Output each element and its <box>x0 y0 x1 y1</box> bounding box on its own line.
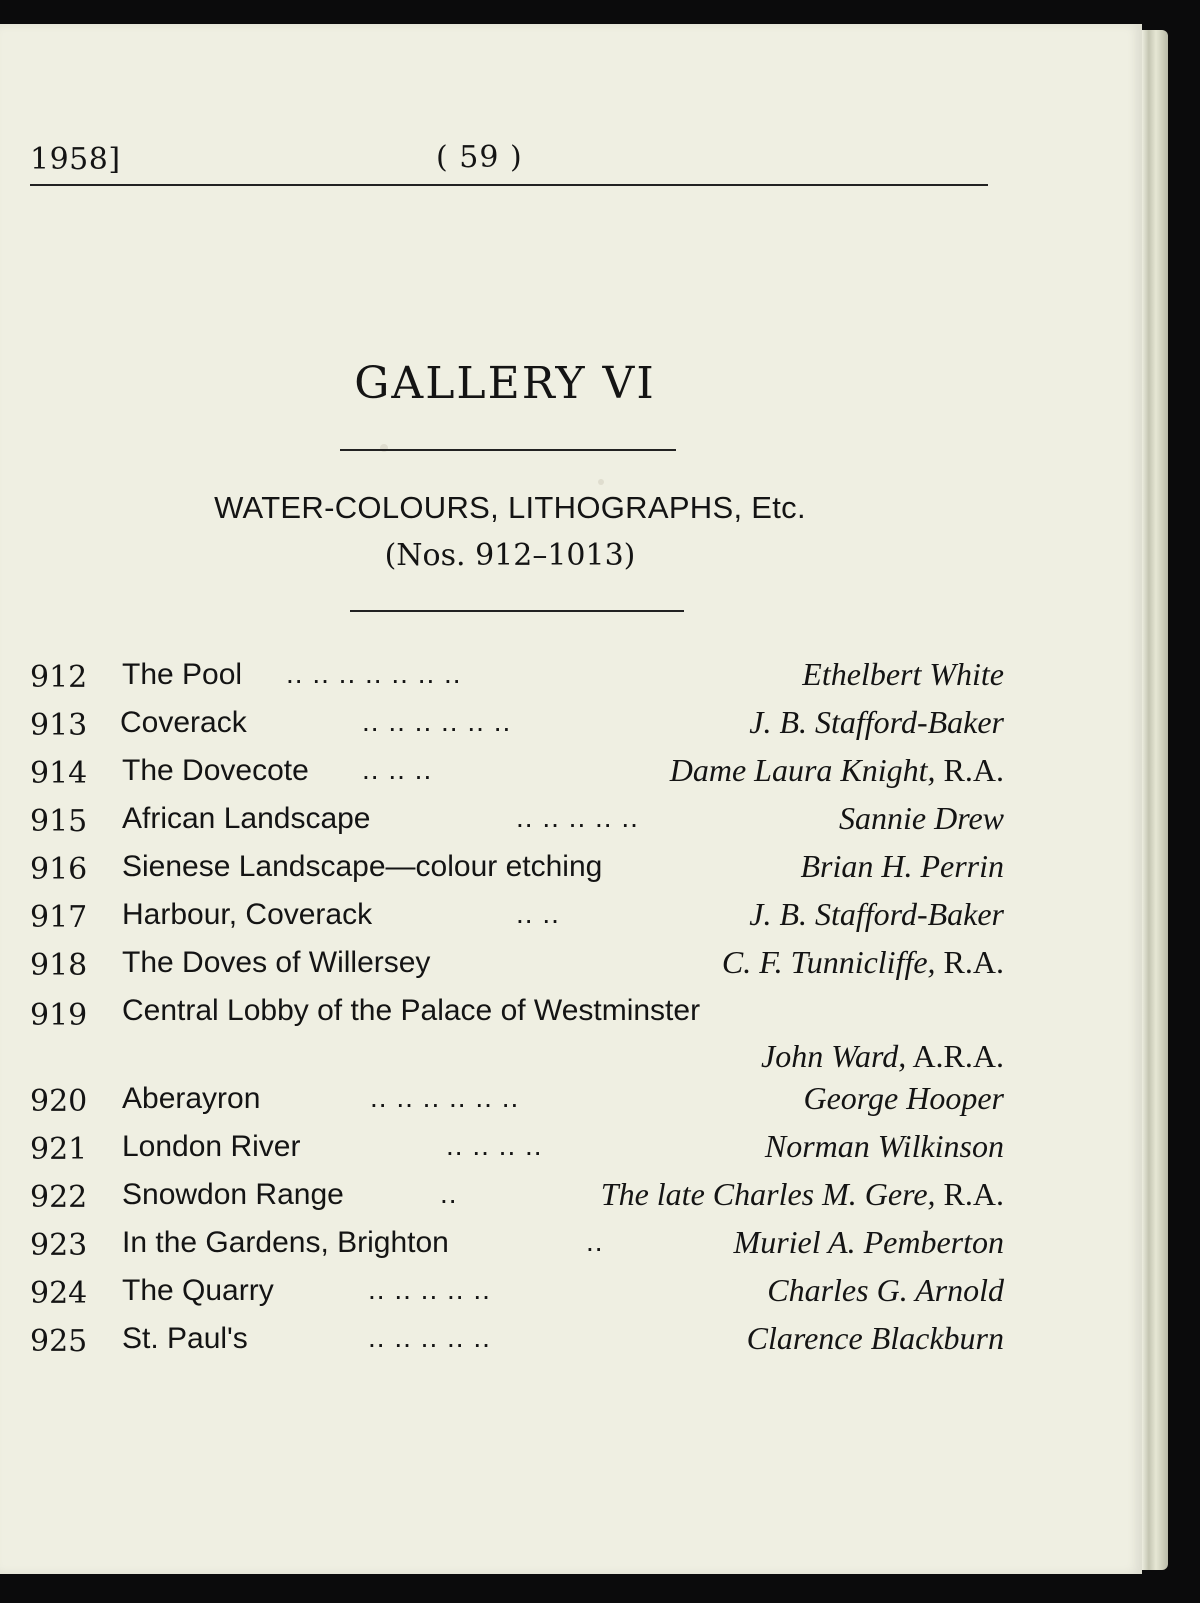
entry-title: St. Paul's <box>122 1322 248 1355</box>
page-number: ( 59 ) <box>436 140 523 175</box>
entry-artist: George Hooper <box>803 1080 1004 1116</box>
entry-number: 915 <box>30 804 88 839</box>
dot-leader: .. .. .. .. .. .. <box>370 1082 520 1113</box>
dot-leader: .. .. .. .. .. .. .. <box>286 658 462 689</box>
catalogue-entry <box>0 652 1010 698</box>
entry-number: 918 <box>30 948 88 983</box>
catalogue-entry <box>0 748 1010 794</box>
entry-title: The Quarry <box>122 1274 274 1307</box>
entry-artist: Norman Wilkinson <box>764 1128 1004 1164</box>
entry-artist: Brian H. Perrin <box>800 848 1004 884</box>
catalogue-entry <box>0 700 1010 746</box>
header-year: 1958] <box>30 142 121 177</box>
dot-leader: .. .. .. .. .. .. <box>362 706 512 737</box>
entry-title: The Dovecote <box>122 754 309 787</box>
catalogue-entry <box>0 1076 1010 1122</box>
entry-number: 917 <box>30 900 88 935</box>
entry-title: London River <box>122 1130 301 1163</box>
entry-title: Central Lobby of the Palace of Westminster <box>122 994 701 1027</box>
entry-number: 924 <box>30 1276 88 1311</box>
catalogue-entry <box>0 1268 1010 1314</box>
header-rule <box>30 184 988 186</box>
entry-title: Aberayron <box>122 1082 261 1115</box>
catalogue-page <box>0 24 1142 1574</box>
entry-number: 921 <box>30 1132 88 1167</box>
entry-artist: C. F. Tunnicliffe, R.A. <box>721 944 1004 980</box>
entry-number: 916 <box>30 852 88 887</box>
catalogue-entry <box>0 796 1010 842</box>
entry-title: The Doves of Willersey <box>122 946 431 979</box>
section-rule <box>350 610 684 612</box>
dot-leader: .. .. <box>516 898 560 929</box>
entry-number: 919 <box>30 998 88 1033</box>
entry-title: The Pool <box>122 658 243 691</box>
gallery-title: GALLERY VI <box>354 358 656 409</box>
entry-artist: J. B. Stafford-Baker <box>749 704 1004 740</box>
dot-leader: .. .. .. .. .. <box>516 802 639 833</box>
catalogue-entry <box>0 1220 1010 1266</box>
entry-number: 922 <box>30 1180 88 1215</box>
entry-artist: Ethelbert White <box>802 656 1004 692</box>
dot-leader: .. .. .. .. .. <box>368 1322 491 1353</box>
title-rule <box>340 449 676 451</box>
entry-title: In the Gardens, Brighton <box>122 1226 449 1259</box>
catalogue-entry <box>0 892 1010 938</box>
dot-leader: .. <box>586 1226 604 1257</box>
entry-number: 923 <box>30 1228 88 1263</box>
entry-artist: Clarence Blackburn <box>746 1320 1004 1356</box>
entry-number: 920 <box>30 1084 88 1119</box>
dot-leader: .. <box>440 1178 458 1209</box>
dot-leader: .. .. .. .. .. <box>368 1274 491 1305</box>
entry-artist: Muriel A. Pemberton <box>733 1224 1004 1260</box>
entry-artist: John Ward, A.R.A. <box>761 1038 1004 1074</box>
entry-number: 925 <box>30 1324 88 1359</box>
entry-artist: J. B. Stafford-Baker <box>749 896 1004 932</box>
entry-title: Sienese Landscape—colour etching <box>122 850 603 883</box>
entry-title: Harbour, Coverack <box>122 898 373 931</box>
catalogue-entry <box>0 988 1010 1084</box>
entry-title: Snowdon Range <box>122 1178 344 1211</box>
entry-number: 912 <box>30 660 88 695</box>
entry-title: Coverack <box>120 706 247 739</box>
entry-number: 913 <box>30 708 88 743</box>
entry-artist: The late Charles M. Gere, R.A. <box>600 1176 1004 1212</box>
paper-speck <box>598 479 604 485</box>
catalogue-entry <box>0 1316 1010 1362</box>
gallery-subtitle: WATER-COLOURS, LITHOGRAPHS, Etc. <box>214 490 806 525</box>
catalogue-entry <box>0 844 1010 890</box>
catalogue-entry <box>0 940 1010 986</box>
entry-artist: Dame Laura Knight, R.A. <box>669 752 1004 788</box>
entry-artist: Sannie Drew <box>838 800 1004 836</box>
entry-number: 914 <box>30 756 88 791</box>
catalogue-entry <box>0 1124 1010 1170</box>
entry-artist: Charles G. Arnold <box>767 1272 1004 1308</box>
entry-title: African Landscape <box>122 802 371 835</box>
catalogue-range: (Nos. 912–1013) <box>384 538 636 573</box>
dot-leader: .. .. .. <box>362 754 433 785</box>
catalogue-entry <box>0 1172 1010 1218</box>
dot-leader: .. .. .. .. <box>446 1130 543 1161</box>
